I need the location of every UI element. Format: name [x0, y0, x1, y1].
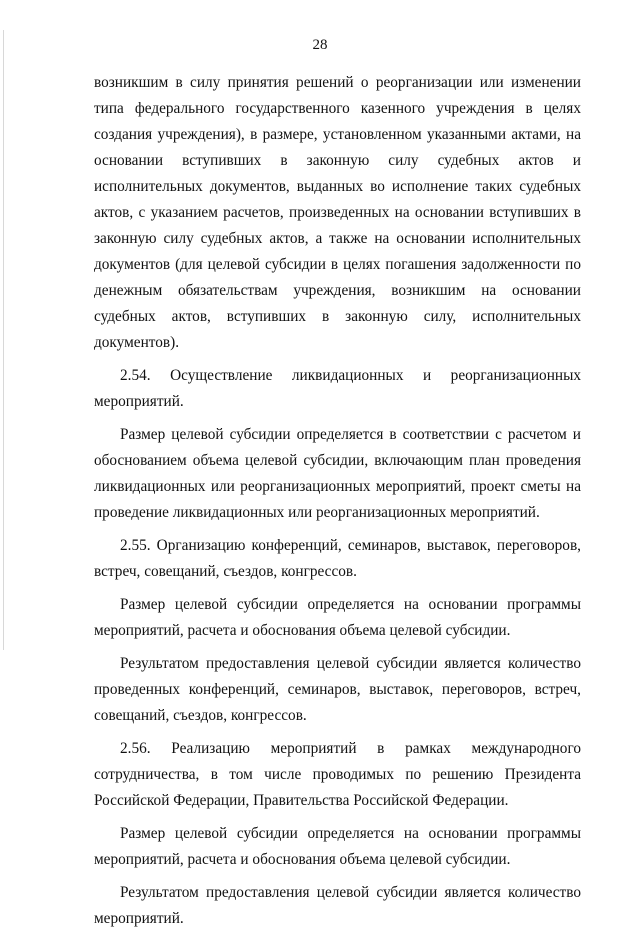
paragraph-2-55-result: Результатом предоставления целевой субсидии является количество проведенных конференций, семинаров, выставок, переговоров, встреч, совещаний, съездов, конгрессов. — [94, 655, 581, 724]
scan-edge-line — [3, 30, 4, 650]
body-text — [94, 70, 581, 932]
paragraph-2-54-size: Размер целевой субсидии определяется в соответствии с расчетом и обоснованием объема целевой субсидии, включающим план проведения ликвидационных или реорганизационных мероприятий, проект сметы на проведение ликвидационных или реорганизационных мероприятий. — [94, 426, 581, 521]
paragraph-2-54-heading: 2.54. Осуществление ликвидационных и реорганизационных мероприятий. — [94, 367, 581, 410]
paragraph-2-56-result: Результатом предоставления целевой субсидии является количество мероприятий. — [94, 884, 581, 927]
paragraph-2-55-size: Размер целевой субсидии определяется на основании программы мероприятий, расчета и обоснования объема целевой субсидии. — [94, 596, 581, 639]
paragraph-2-56-size: Размер целевой субсидии определяется на основании программы мероприятий, расчета и обоснования объема целевой субсидии. — [94, 825, 581, 868]
paragraph-2-55-heading: 2.55. Организацию конференций, семинаров, выставок, переговоров, встреч, совещаний, съездов, конгрессов. — [94, 537, 581, 580]
paragraph-continuation: возникшим в силу принятия решений о реорганизации или изменении типа федерального государственного казенного учреждения в целях создания учреждения), в размере, установленном указанными актами, на основании вступивших в законную силу судебных актов и исполнительных документов, выданных во исполнение таких судебных актов, с указанием расчетов, произведенных на основании вступивших в законную силу судебных актов, а также на основании исполнительных документов (для целевой субсидии в целях погашения задолженности по денежным обязательствам учреждения, возникшим на основании судебных актов, вступивших в законную силу, исполнительных документов). — [94, 74, 581, 351]
page-number: 28 — [312, 37, 328, 53]
paragraph-2-56-heading: 2.56. Реализацию мероприятий в рамках международного сотрудничества, в том числе проводимых по решению Президента Российской Федерации, Правительства Российской Федерации. — [94, 740, 581, 809]
